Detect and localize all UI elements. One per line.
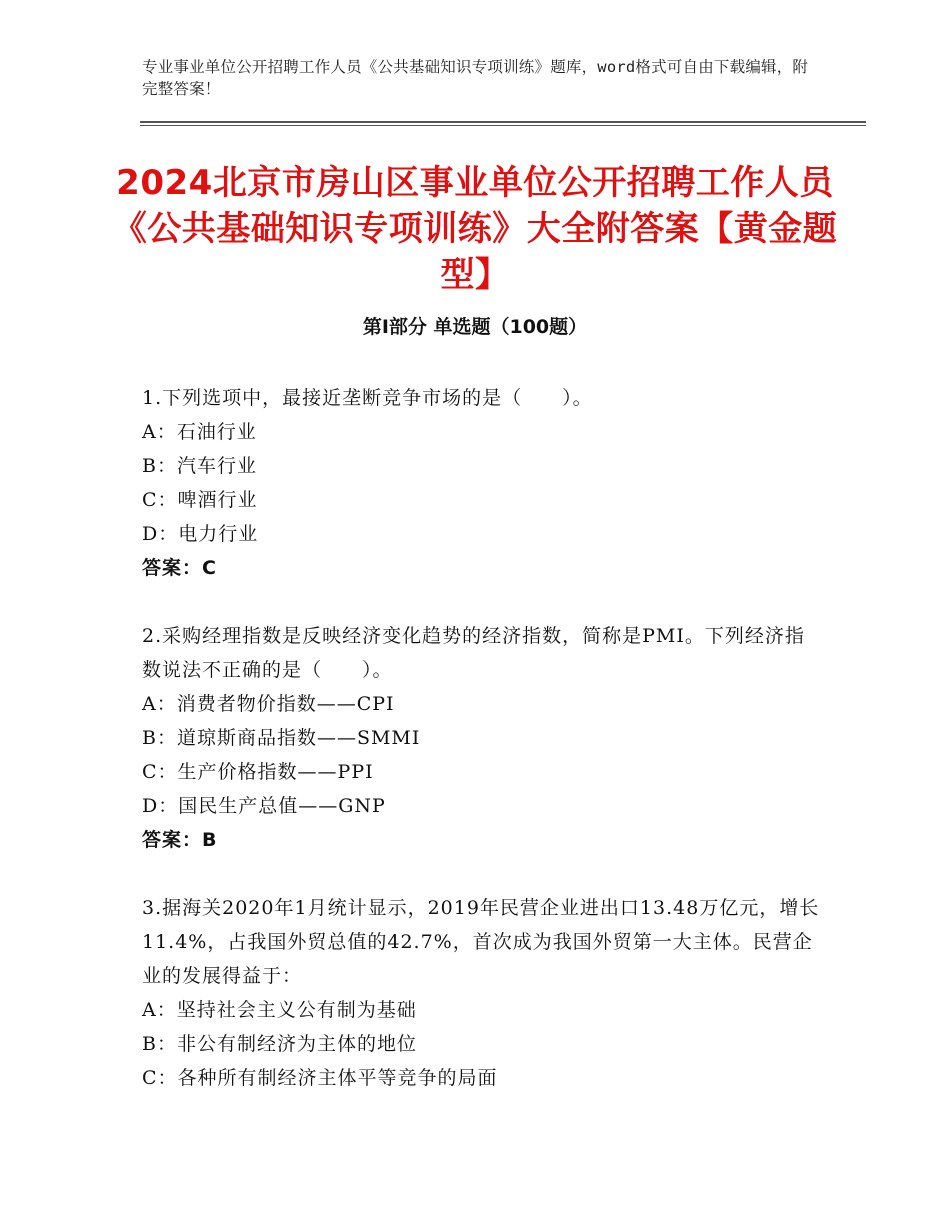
option-b: B：非公有制经济为主体的地位 <box>142 1033 417 1055</box>
section-title: 第I部分 单选题（100题） <box>362 316 588 338</box>
option-c: C：啤酒行业 <box>142 489 258 511</box>
option-a: A：坚持社会主义公有制为基础 <box>142 999 417 1021</box>
option-c: C：生产价格指数——PPI <box>142 761 374 783</box>
question-stem: 2.采购经理指数是反映经济变化趋势的经济指数，简称是PMI。下列经济指数说法不正确的是（ ）。 <box>142 625 805 681</box>
question-1 <box>142 381 822 585</box>
header-note: 专业事业单位公开招聘工作人员《公共基础知识专项训练》题库，word格式可自由下载编辑，附完整答案！ <box>142 58 809 98</box>
option-d: D：国民生产总值——GNP <box>142 795 386 817</box>
document-title: 2024北京市房山区事业单位公开招聘工作人员《公共基础知识专项训练》大全附答案【黄金题型】 <box>112 163 838 295</box>
option-c: C：各种所有制经济主体平等竞争的局面 <box>142 1067 498 1089</box>
question-3 <box>142 891 822 1095</box>
option-a: A：消费者物价指数——CPI <box>142 693 395 715</box>
answer-label: 答案：B <box>142 829 218 851</box>
question-stem: 3.据海关2020年1月统计显示，2019年民营企业进出口13.48万亿元，增长11.4%，占我国外贸总值的42.7%，首次成为我国外贸第一大主体。民营企业的发展得益于： <box>142 897 820 987</box>
header-divider <box>140 121 866 126</box>
question-stem: 1.下列选项中，最接近垄断竞争市场的是（ ）。 <box>142 387 593 409</box>
option-d: D：电力行业 <box>142 523 259 545</box>
option-b: B：道琼斯商品指数——SMMI <box>142 727 421 749</box>
answer-label: 答案：C <box>142 557 217 579</box>
question-list <box>142 381 822 1129</box>
question-2 <box>142 619 822 857</box>
option-a: A：石油行业 <box>142 421 257 443</box>
option-b: B：汽车行业 <box>142 455 257 477</box>
